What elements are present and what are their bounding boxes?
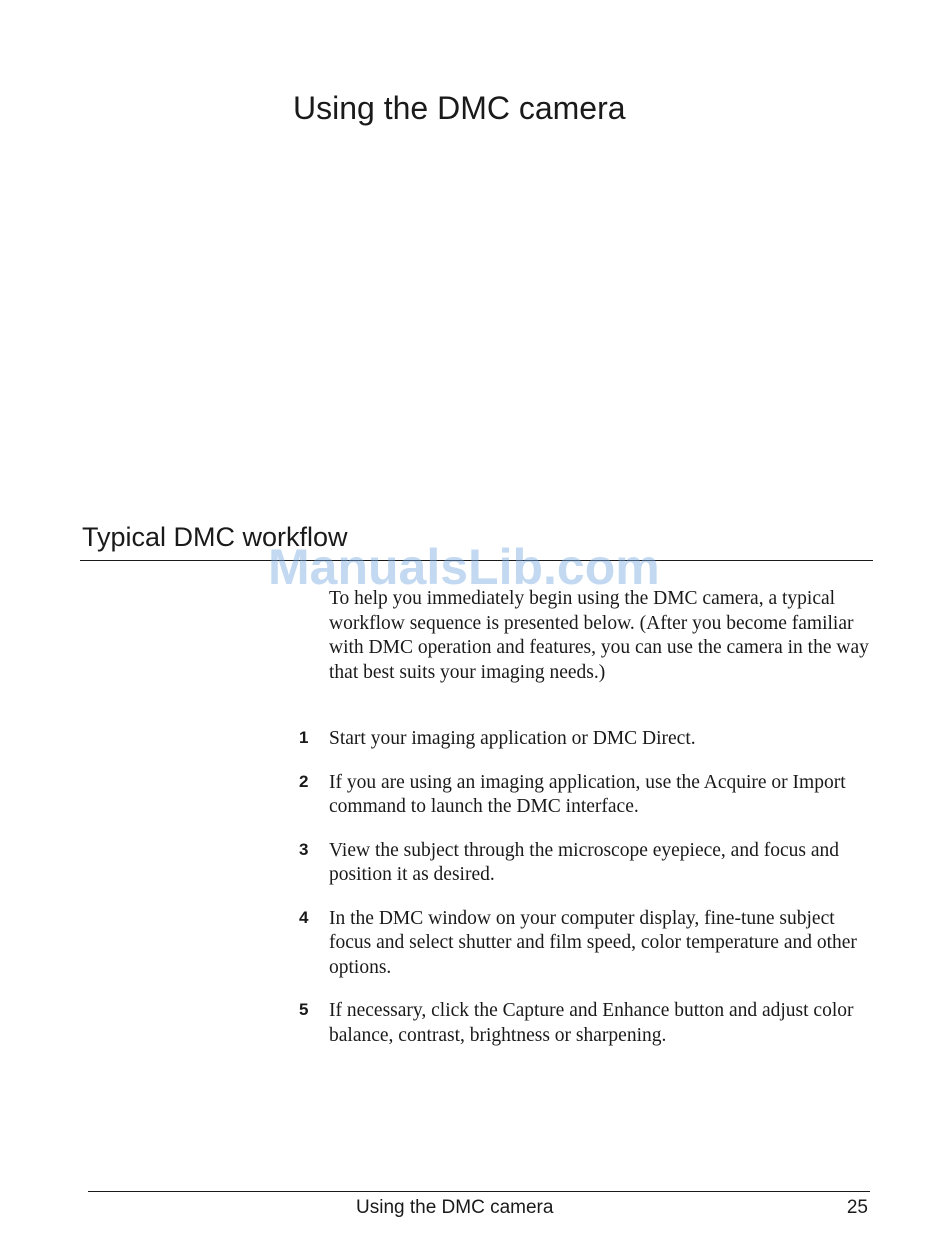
workflow-step bbox=[298, 839, 873, 888]
chapter-title: Using the DMC camera bbox=[293, 90, 626, 126]
step-text: In the DMC window on your computer display, fine-tune subject focus and select shutter and film speed, color temperature and other options. bbox=[329, 907, 857, 978]
step-text: If necessary, click the Capture and Enhance button and adjust color balance, contrast, brightness or sharpening. bbox=[329, 1000, 854, 1046]
workflow-step bbox=[298, 999, 873, 1048]
workflow-step bbox=[298, 727, 873, 752]
step-text: If you are using an imaging application, use the Acquire or Import command to launch the DMC interface. bbox=[329, 771, 846, 817]
workflow-steps bbox=[298, 727, 873, 1067]
footer-divider bbox=[88, 1191, 870, 1192]
watermark: ManualsLib.com bbox=[268, 539, 660, 595]
footer-title: Using the DMC camera bbox=[356, 1197, 554, 1218]
step-number: 4 bbox=[299, 907, 309, 927]
intro-paragraph: To help you immediately begin using the DMC camera, a typical workflow sequence is presented below. (After you become familiar with DMC operation and features, you can use the camera in the way that best suits your imaging needs.) bbox=[329, 588, 869, 683]
step-number: 1 bbox=[299, 728, 309, 747]
workflow-step bbox=[298, 907, 873, 981]
step-text: View the subject through the microscope eyepiece, and focus and position it as desired. bbox=[329, 839, 839, 885]
section-heading: Typical DMC workflow bbox=[82, 522, 348, 552]
step-number: 3 bbox=[299, 839, 309, 859]
step-number: 5 bbox=[299, 1000, 309, 1019]
workflow-step bbox=[298, 771, 873, 820]
step-number: 2 bbox=[299, 771, 309, 791]
page-number: 25 bbox=[846, 1197, 868, 1218]
step-text: Start your imaging application or DMC Direct. bbox=[329, 728, 696, 749]
